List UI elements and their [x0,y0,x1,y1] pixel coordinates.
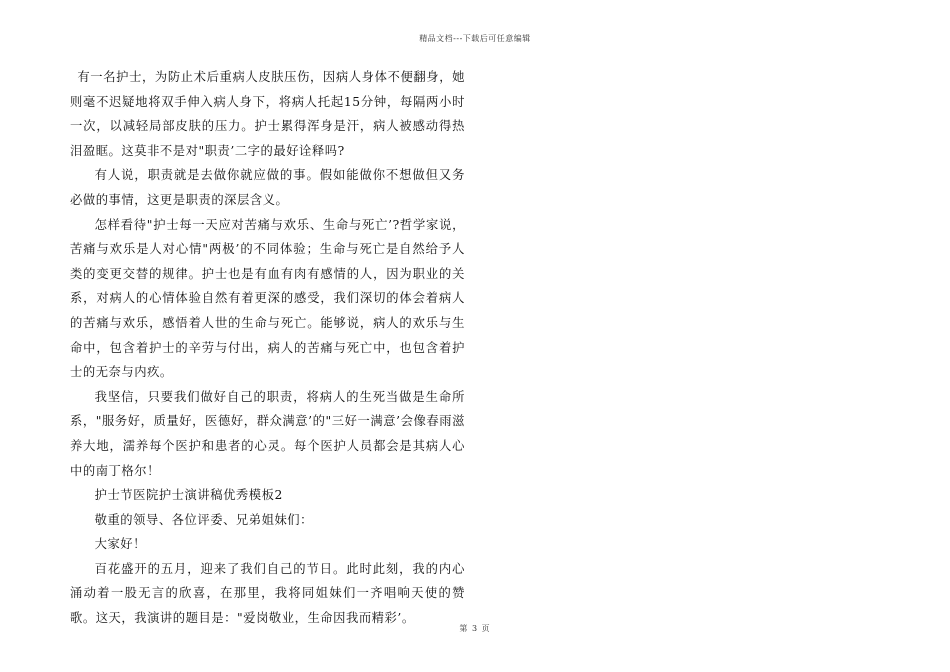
salutation: 敬重的领导、各位评委、兄弟姐妹们： [94,512,313,527]
paragraph-3: 怎样看待"护士每一天应对苦痛与欢乐、生命与死亡’?哲学家说，苦痛与欢乐是人对心情"两极’的不同体验；生命与死亡是自然给予人类的变更交替的规律。护士也是有血有肉有感情的人，因为职业的关系，对病人的心情体验自然有着更深的感受，我们深切的体会着病人的苦痛与欢乐，感悟着人世的生命与死亡。能够说，病人的欢乐与生命中，包含着护士的辛劳与付出，病人的苦痛与死亡中，也包含着护士的无奈与内疚。 [70,217,465,380]
section-title: 护士节医院护士演讲稿优秀模板2 [94,488,283,503]
paragraph-2: 有人说，职责就是去做你就应做的事。假如能做你不想做但又务必做的事情，这更是职责的深层含义。 [70,168,465,207]
page-number: 第 3 页 [459,624,491,633]
paragraph-5: 百花盛开的五月，迎来了我们自己的节日。此时此刻，我的内心涌动着一股无言的欣喜，在那里，我将同姐妹们一齐唱响天使的赞歌。这天，我演讲的题目是："爱岗敬业，生命因我而精彩’。 [70,561,465,626]
paragraph-1: 有一名护士，为防止术后重病人皮肤压伤，因病人身体不便翻身，她则毫不迟疑地将双手伸入病人身下，将病人托起15分钟，每隔两小时一次，以减轻局部皮肤的压力。护士累得浑身是汗，病人被感动得热泪盈眶。这莫非不是对"职责’二字的最好诠释吗? [70,70,465,158]
page-header: 精品文档---下载后可任意编辑 [419,34,531,43]
paragraph-4: 我坚信，只要我们做好自己的职责，将病人的生死当做是生命所系，"服务好，质量好，医德好，群众满意’的"三好一满意’会像春雨滋养大地，濡养每个医护和患者的心灵。每个医护人员都会是其病人心中的南丁格尔！ [70,389,465,478]
greeting: 大家好！ [94,537,146,552]
document-body [70,65,465,631]
